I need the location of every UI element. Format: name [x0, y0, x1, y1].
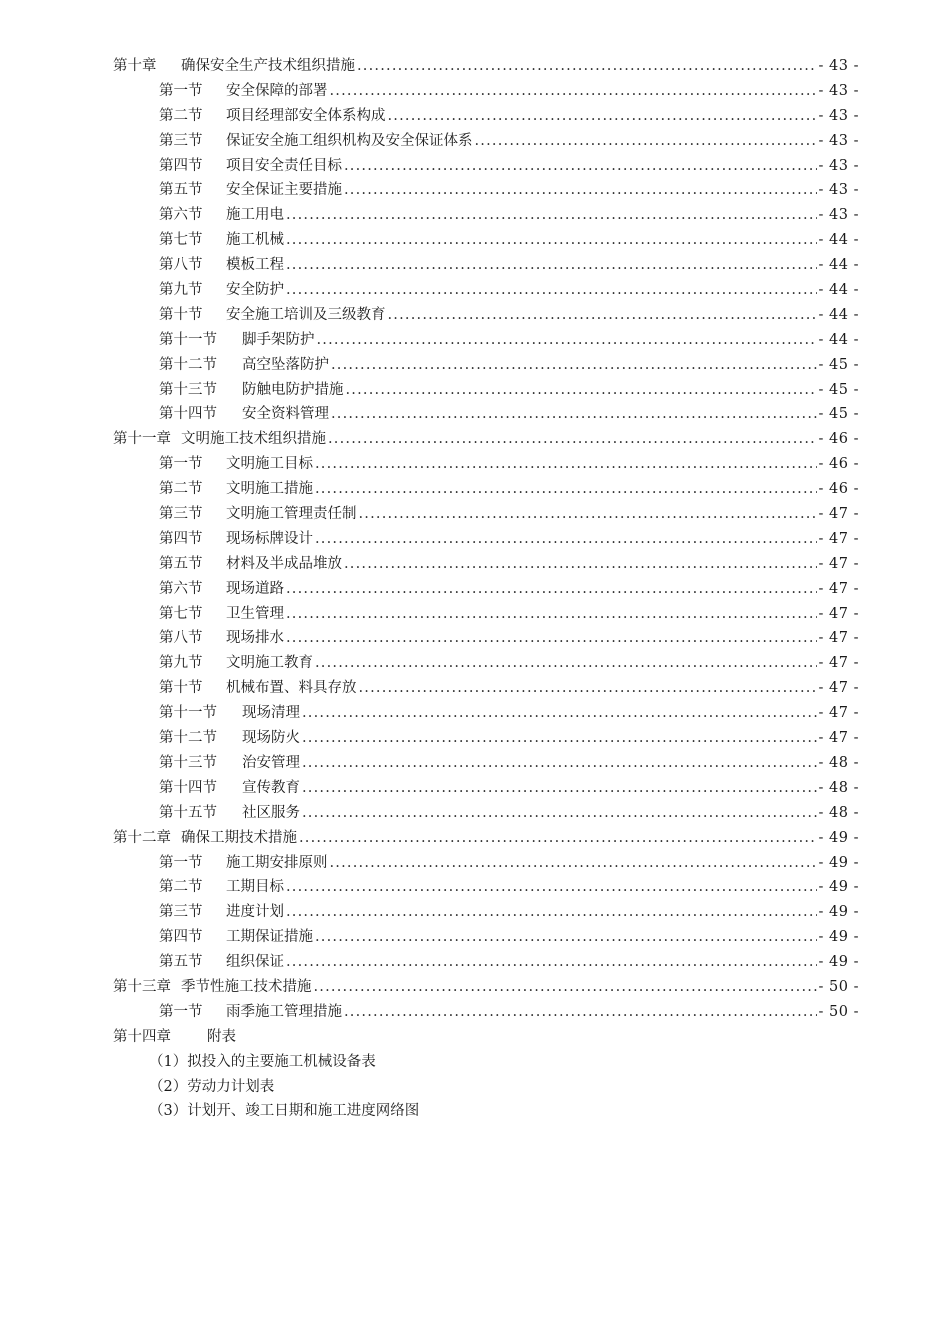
chapter-number: 第十二章: [113, 829, 171, 846]
section-number: 第二节: [159, 879, 203, 896]
toc-section-entry[interactable]: [113, 79, 859, 104]
dot-leader: [359, 676, 817, 701]
dot-leader: [344, 154, 817, 179]
toc-section-entry[interactable]: [113, 328, 859, 353]
section-title: 卫生管理: [226, 605, 284, 622]
toc-section-entry[interactable]: [113, 1000, 859, 1025]
page-number: - 47 -: [818, 580, 859, 597]
appendix-item[interactable]: （1）拟投入的主要施工机械设备表: [149, 1053, 376, 1070]
section-number: 第十四节: [159, 779, 217, 796]
section-title: 现场清理: [242, 705, 300, 722]
dot-leader: [302, 726, 817, 751]
toc-chapter-appendix[interactable]: [113, 1025, 859, 1050]
toc-section-entry[interactable]: [113, 154, 859, 179]
section-title: 文明施工管理责任制: [226, 506, 357, 523]
dot-leader: [328, 427, 817, 452]
page-number: - 43 -: [818, 182, 859, 199]
page-number: - 46 -: [818, 481, 859, 498]
dot-leader: [286, 900, 817, 925]
chapter-title: 季节性施工技术措施: [181, 978, 312, 995]
page-number: - 43 -: [818, 157, 859, 174]
page-number: - 43 -: [818, 58, 859, 74]
toc-section-entry[interactable]: [113, 527, 859, 552]
dot-leader: [346, 378, 817, 403]
toc-section-entry[interactable]: [113, 950, 859, 975]
toc-section-entry[interactable]: [113, 726, 859, 751]
page-number: - 44 -: [818, 282, 859, 299]
toc-section-entry[interactable]: [113, 303, 859, 328]
dot-leader: [302, 751, 817, 776]
toc-section-entry[interactable]: [113, 477, 859, 502]
section-number: 第九节: [159, 655, 203, 672]
section-number: 第五节: [159, 555, 203, 572]
section-title: 脚手架防护: [242, 331, 315, 348]
section-number: 第七节: [159, 605, 203, 622]
section-number: 第九节: [159, 282, 203, 299]
section-title: 文明施工目标: [226, 456, 313, 473]
page-number: - 45 -: [818, 381, 859, 398]
section-number: 第四节: [159, 530, 203, 547]
section-title: 保证安全施工组织机构及安全保证体系: [226, 132, 473, 149]
toc-section-entry[interactable]: [113, 651, 859, 676]
section-number: 第十节: [159, 306, 203, 323]
dot-leader: [344, 1000, 817, 1025]
chapter-title: 确保安全生产技术组织措施: [181, 58, 355, 74]
page-number: - 44 -: [818, 306, 859, 323]
section-number: 第二节: [159, 107, 203, 124]
section-number: 第十一节: [159, 705, 217, 722]
page-number: - 46 -: [818, 456, 859, 473]
section-number: 第七节: [159, 232, 203, 249]
section-number: 第十二节: [159, 356, 217, 373]
dot-leader: [286, 626, 817, 651]
section-title: 现场防火: [242, 730, 300, 747]
section-title: 文明施工措施: [226, 481, 313, 498]
section-number: 第三节: [159, 904, 203, 921]
dot-leader: [286, 577, 817, 602]
page-number: - 50 -: [818, 1003, 859, 1020]
chapter-title: 确保工期技术措施: [181, 829, 297, 846]
dot-leader: [359, 502, 817, 527]
section-title: 安全防护: [226, 282, 284, 299]
toc-section-entry[interactable]: [113, 602, 859, 627]
page-number: - 44 -: [818, 331, 859, 348]
toc-section-entry[interactable]: [113, 875, 859, 900]
section-title: 安全保障的部署: [226, 82, 328, 99]
page-number: - 47 -: [818, 630, 859, 647]
section-title: 安全资料管理: [242, 406, 329, 423]
toc-section-entry[interactable]: [113, 203, 859, 228]
section-title: 社区服务: [242, 804, 300, 821]
dot-leader: [315, 477, 817, 502]
dot-leader: [314, 975, 817, 1000]
section-number: 第四节: [159, 929, 203, 946]
chapter-title: 附表: [207, 1028, 236, 1045]
section-number: 第一节: [159, 456, 203, 473]
page-number: - 49 -: [818, 929, 859, 946]
page-number: - 48 -: [818, 754, 859, 771]
section-number: 第五节: [159, 954, 203, 971]
page-number: - 50 -: [818, 978, 859, 995]
section-number: 第八节: [159, 257, 203, 274]
page-number: - 49 -: [818, 854, 859, 871]
dot-leader: [302, 801, 817, 826]
section-title: 项目安全责任目标: [226, 157, 342, 174]
page-number: - 43 -: [818, 207, 859, 224]
toc-section-entry[interactable]: [113, 253, 859, 278]
dot-leader: [357, 54, 817, 79]
dot-leader: [344, 552, 817, 577]
page-number: - 47 -: [818, 605, 859, 622]
section-title: 组织保证: [226, 954, 284, 971]
section-number: 第一节: [159, 854, 203, 871]
toc-section-entry[interactable]: [113, 178, 859, 203]
toc-chapter-entry[interactable]: [113, 826, 859, 851]
section-title: 安全施工培训及三级教育: [226, 306, 386, 323]
toc-section-entry[interactable]: [113, 925, 859, 950]
dot-leader: [315, 527, 817, 552]
page-number: - 43 -: [818, 107, 859, 124]
chapter-number: 第十三章: [113, 978, 171, 995]
page-number: - 49 -: [818, 879, 859, 896]
section-title: 机械布置、料具存放: [226, 680, 357, 697]
page-number: - 44 -: [818, 232, 859, 249]
section-title: 项目经理部安全体系构成: [226, 107, 386, 124]
table-of-contents: [113, 54, 859, 1124]
section-number: 第一节: [159, 1003, 203, 1020]
section-title: 材料及半成品堆放: [226, 555, 342, 572]
chapter-number: 第十一章: [113, 431, 171, 448]
page-number: - 46 -: [818, 431, 859, 448]
section-number: 第四节: [159, 157, 203, 174]
page-number: - 47 -: [818, 506, 859, 523]
section-title: 安全保证主要措施: [226, 182, 342, 199]
toc-section-entry[interactable]: [113, 851, 859, 876]
page-number: - 45 -: [818, 356, 859, 373]
dot-leader: [331, 402, 817, 427]
dot-leader: [330, 851, 817, 876]
dot-leader: [475, 129, 817, 154]
toc-chapter-entry[interactable]: [113, 54, 859, 79]
toc-chapter-entry[interactable]: [113, 427, 859, 452]
toc-section-entry[interactable]: [113, 278, 859, 303]
section-title: 雨季施工管理措施: [226, 1003, 342, 1020]
toc-section-entry[interactable]: [113, 900, 859, 925]
section-title: 高空坠落防护: [242, 356, 329, 373]
section-number: 第二节: [159, 481, 203, 498]
section-title: 施工期安排原则: [226, 854, 328, 871]
dot-leader: [286, 602, 817, 627]
dot-leader: [302, 701, 817, 726]
section-title: 现场道路: [226, 580, 284, 597]
dot-leader: [330, 79, 817, 104]
page-number: - 47 -: [818, 680, 859, 697]
toc-section-entry[interactable]: [113, 129, 859, 154]
dot-leader: [388, 104, 817, 129]
section-title: 施工机械: [226, 232, 284, 249]
page-number: - 47 -: [818, 530, 859, 547]
dot-leader: [286, 950, 817, 975]
chapter-number: 第十章: [113, 58, 157, 74]
section-number: 第十四节: [159, 406, 217, 423]
section-title: 施工用电: [226, 207, 284, 224]
dot-leader: [286, 278, 817, 303]
dot-leader: [388, 303, 817, 328]
toc-section-entry[interactable]: [113, 552, 859, 577]
section-title: 模板工程: [226, 257, 284, 274]
dot-leader: [315, 925, 817, 950]
toc-section-entry[interactable]: [113, 776, 859, 801]
section-number: 第六节: [159, 207, 203, 224]
section-number: 第十节: [159, 680, 203, 697]
section-number: 第十二节: [159, 730, 217, 747]
section-number: 第十三节: [159, 381, 217, 398]
section-number: 第十五节: [159, 804, 217, 821]
page-number: - 49 -: [818, 829, 859, 846]
dot-leader: [344, 178, 817, 203]
toc-section-entry[interactable]: [113, 502, 859, 527]
toc-section-entry[interactable]: [113, 701, 859, 726]
section-title: 工期目标: [226, 879, 284, 896]
section-title: 文明施工教育: [226, 655, 313, 672]
toc-section-entry[interactable]: [113, 353, 859, 378]
section-number: 第三节: [159, 506, 203, 523]
page-number: - 47 -: [818, 730, 859, 747]
dot-leader: [317, 328, 817, 353]
dot-leader: [315, 452, 817, 477]
section-title: 现场排水: [226, 630, 284, 647]
section-title: 工期保证措施: [226, 929, 313, 946]
toc-section-entry[interactable]: [113, 577, 859, 602]
toc-section-entry[interactable]: [113, 626, 859, 651]
page-number: - 49 -: [818, 904, 859, 921]
section-number: 第三节: [159, 132, 203, 149]
chapter-number: 第十四章: [113, 1028, 171, 1045]
toc-section-entry[interactable]: [113, 676, 859, 701]
section-number: 第十一节: [159, 331, 217, 348]
section-number: 第六节: [159, 580, 203, 597]
page-number: - 43 -: [818, 132, 859, 149]
page-number: - 47 -: [818, 705, 859, 722]
toc-section-entry[interactable]: [113, 751, 859, 776]
page-number: - 45 -: [818, 406, 859, 423]
page-number: - 48 -: [818, 779, 859, 796]
appendix-item[interactable]: （2）劳动力计划表: [149, 1078, 275, 1095]
section-title: 进度计划: [226, 904, 284, 921]
dot-leader: [286, 253, 817, 278]
toc-section-entry[interactable]: [113, 378, 859, 403]
toc-section-entry[interactable]: [113, 228, 859, 253]
dot-leader: [286, 228, 817, 253]
section-number: 第八节: [159, 630, 203, 647]
page-number: - 47 -: [818, 655, 859, 672]
page-number: - 47 -: [818, 555, 859, 572]
dot-leader: [299, 826, 817, 851]
page-number: - 48 -: [818, 804, 859, 821]
page-number: - 43 -: [818, 82, 859, 99]
dot-leader: [331, 353, 817, 378]
dot-leader: [286, 203, 817, 228]
section-title: 宣传教育: [242, 779, 300, 796]
section-title: 防触电防护措施: [242, 381, 344, 398]
dot-leader: [315, 651, 817, 676]
toc-section-entry[interactable]: [113, 801, 859, 826]
dot-leader: [286, 875, 817, 900]
toc-section-entry[interactable]: [113, 402, 859, 427]
chapter-title: 文明施工技术组织措施: [181, 431, 326, 448]
page-number: - 44 -: [818, 257, 859, 274]
appendix-item[interactable]: （3）计划开、竣工日期和施工进度网络图: [149, 1103, 420, 1120]
toc-chapter-entry[interactable]: [113, 975, 859, 1000]
dot-leader: [302, 776, 817, 801]
section-title: 治安管理: [242, 754, 300, 771]
page-number: - 49 -: [818, 954, 859, 971]
toc-section-entry[interactable]: [113, 104, 859, 129]
section-number: 第五节: [159, 182, 203, 199]
toc-section-entry[interactable]: [113, 452, 859, 477]
section-number: 第十三节: [159, 754, 217, 771]
section-title: 现场标牌设计: [226, 530, 313, 547]
section-number: 第一节: [159, 82, 203, 99]
